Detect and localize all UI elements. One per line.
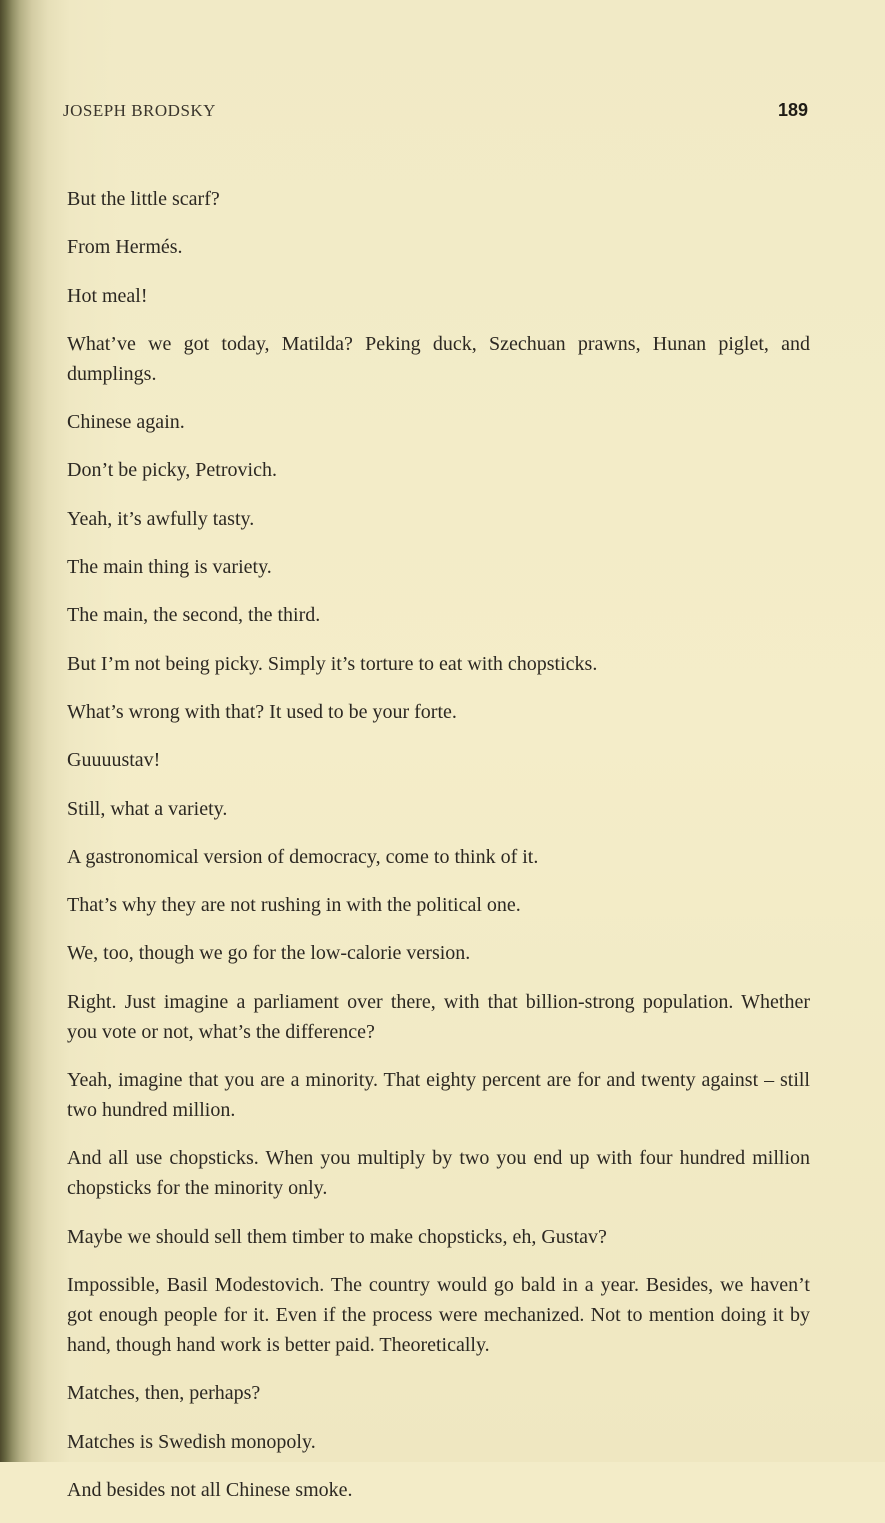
paragraph: Impossible, Basil Modestovich. The country would go bald in a year. Besides, we haven’t got enough people for it. Even if the process were mechanized. Not to mention doing it by hand, though hand work is better paid. Theoretically. [67,1273,810,1356]
paragraph: What’ve we got today, Matilda? Peking duck, Szechuan prawns, Hunan piglet, and dumplings. [67,332,810,385]
page-header [63,101,808,123]
paragraph: Don’t be picky, Petrovich. [67,459,277,482]
paragraph: Right. Just imagine a parliament over there, with that billion-strong population. Whether you vote or not, what’s the difference? [67,990,810,1043]
paragraph: And all use chopsticks. When you multiply by two you end up with four hundred million chopsticks for the minority only. [67,1147,810,1200]
paragraph: The main, the second, the third. [67,604,321,627]
paragraph: Chinese again. [67,411,185,434]
page-number: 189 [777,100,808,120]
running-head: JOSEPH BRODSKY [63,101,216,120]
paragraph: The main thing is variety. [67,556,272,579]
paragraph: And besides not all Chinese smoke. [67,1478,353,1501]
paragraph: Matches, then, perhaps? [67,1382,261,1405]
paragraph: Yeah, it’s awfully tasty. [67,507,255,530]
paragraph: That’s why they are not rushing in with the political one. [67,894,521,917]
paragraph: But the little scarf? [67,188,220,210]
paragraph: Maybe we should sell them timber to make chopsticks, eh, Gustav? [67,1225,607,1248]
paragraph: Guuuustav! [67,749,161,772]
paragraph: A gastronomical version of democracy, come to think of it. [67,845,539,868]
paragraph: What’s wrong with that? It used to be your forte. [67,700,457,723]
paragraph: Hot meal! [67,284,148,307]
paragraph: From Hermés. [67,236,183,259]
paragraph: We, too, though we go for the low-calorie version. [67,942,471,965]
paragraph: Still, what a variety. [67,797,228,820]
page-body [67,184,810,1523]
paragraph: Yeah, imagine that you are a minority. That eighty percent are for and twenty against – still two hundred million. [67,1069,810,1122]
paragraph: But I’m not being picky. Simply it’s torture to eat with chopsticks. [67,652,598,675]
paragraph: Matches is Swedish monopoly. [67,1430,316,1453]
